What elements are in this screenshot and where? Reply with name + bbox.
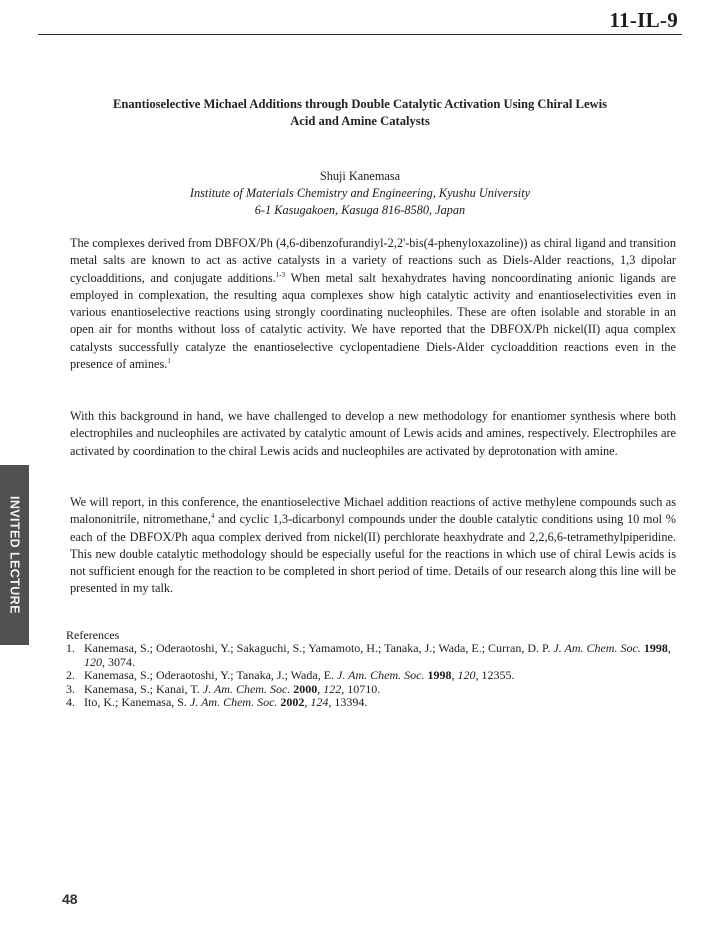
header-rule [38, 34, 682, 35]
reference-number: 4. [66, 695, 75, 709]
reference-pages: 3074. [108, 654, 135, 669]
reference-item: 3. Kanemasa, S.; Kanai, T. J. Am. Chem. Soc. 2000, 122, 10710. [66, 681, 381, 696]
references-list [66, 642, 676, 710]
reference-pages: 13394. [334, 695, 368, 709]
paragraph-3-text-b: and cyclic 1,3-dicarbonyl compounds under the double catalytic conditions using 10 mol % each of the DBFOX/Ph aqua complex derived from nickel(II) perchlorate heaxhydrate and 2,2,6,6-tetramethylpiperidine. This new double catalytic methodology should be especially useful for the reactions in which use of chiral Lewis acids is not sufficient enough for the reaction to be completed in short period of time. Details of our research along this line will be presented in my talk. [70, 512, 676, 596]
reference-journal: J. Am. Chem. Soc. [202, 681, 291, 696]
reference-journal: J. Am. Chem. Soc. [337, 668, 425, 682]
citation-superscript: 1 [167, 356, 171, 365]
reference-authors: Kanemasa, S.; Oderaotoshi, Y.; Sakaguchi, S.; Yamamoto, H.; Tanaka, J.; Wada, E.; Curran, D. P. [84, 641, 554, 655]
title-line-1: Enantioselective Michael Additions through Double Catalytic Activation Using Chiral Lewis [112, 97, 608, 111]
citation-superscript: 1-3 [275, 270, 286, 279]
reference-pages: 10710. [347, 681, 381, 696]
reference-number: 3. [66, 681, 75, 696]
reference-volume: 120 [84, 654, 102, 669]
paper-title [70, 96, 650, 130]
title-line-2: Acid and Amine Catalysts [290, 114, 430, 128]
paragraph-1-text-a: The complexes derived from DBFOX/Ph (4,6-dibenzofurandiyl-2,2'-bis(4-phenyloxazoline)) as chiral ligand and transition metal salts are known to act as active catalysts in a variety of reactions such as Diels-Alder reactions, 1,3 dipolar cycloadditions, and conjugate additions. [70, 236, 676, 285]
citation-superscript: 4 [210, 512, 215, 521]
invited-lecture-side-tab [0, 465, 29, 645]
reference-authors: Kanemasa, S.; Oderaotoshi, Y.; Tanaka, J.; Wada, E. [84, 668, 338, 682]
reference-year: 1998 [427, 668, 452, 682]
reference-authors: Ito, K.; Kanemasa, S. [84, 695, 190, 709]
affiliation-line-2: 6-1 Kasugakoen, Kasuga 816-8580, Japan [254, 203, 466, 217]
paragraph-1-text-b: When metal salt hexahydrates having noncoordinating anionic ligands are employed in complexation, the resulting aqua complexes show high catalytic activity and enantioselectivities even in various enantioselective reactions using strongly coordinating nucleophiles. These are often isolable and storable in an open air for months without loss of catalytic activity. We have reported that the DBFOX/Ph nickel(II) aqua complex catalysts successfully catalyze the enantioselective cyclopentadiene Diels-Alder cycloaddition reactions even in the presence of amines. [70, 270, 676, 372]
reference-journal: J. Am. Chem. Soc. [189, 695, 278, 709]
reference-number: 1. [66, 641, 75, 655]
author-name: Shuji Kanemasa [319, 169, 401, 183]
reference-year: 2002 [280, 695, 305, 709]
paragraph-1 [70, 235, 676, 373]
reference-volume: 124 [310, 695, 329, 709]
references-heading: References [66, 628, 120, 642]
reference-number: 2. [66, 668, 75, 682]
reference-journal: J. Am. Chem. Soc. [553, 641, 641, 655]
reference-volume: 122 [323, 681, 342, 696]
reference-item: 1. Kanemasa, S.; Oderaotoshi, Y.; Sakaguchi, S.; Yamamoto, H.; Tanaka, J.; Wada, E.; Curran, D. P. J. Am. Chem. Soc. 1998, 120, 3074. [66, 641, 671, 669]
affiliation-line-1: Institute of Materials Chemistry and Engineering, Kyushu University [189, 186, 531, 200]
reference-item: 4. Ito, K.; Kanemasa, S. J. Am. Chem. Soc. 2002, 124, 13394. [66, 695, 368, 709]
reference-volume: 120 [457, 668, 476, 682]
abstract-code: 11-IL-9 [609, 8, 678, 32]
paragraph-3-text-a: We will report, in this conference, the enantioselective Michael addition reactions of active methylene compounds such as malononitrile, nitromethane, [70, 495, 676, 527]
side-tab-label: INVITED LECTURE [7, 496, 22, 614]
reference-year: 2000 [293, 681, 318, 696]
paragraph-3 [70, 494, 676, 598]
reference-year: 1998 [643, 641, 668, 655]
reference-authors: Kanemasa, S.; Kanai, T. [84, 681, 203, 696]
reference-item: 2. Kanemasa, S.; Oderaotoshi, Y.; Tanaka, J.; Wada, E. J. Am. Chem. Soc. 1998, 120, 12355. [66, 668, 515, 682]
reference-pages: 12355. [481, 668, 515, 682]
page-number: 48 [62, 891, 78, 907]
paragraph-2: With this background in hand, we have challenged to develop a new methodology for enantiomer synthesis where both electrophiles and nucleophiles are activated by catalytic amount of Lewis acids and amines, respectively. Electrophiles are activated by coordination to the chiral Lewis acids and nucleophiles are activated by deprotonation with amine. [70, 409, 676, 458]
